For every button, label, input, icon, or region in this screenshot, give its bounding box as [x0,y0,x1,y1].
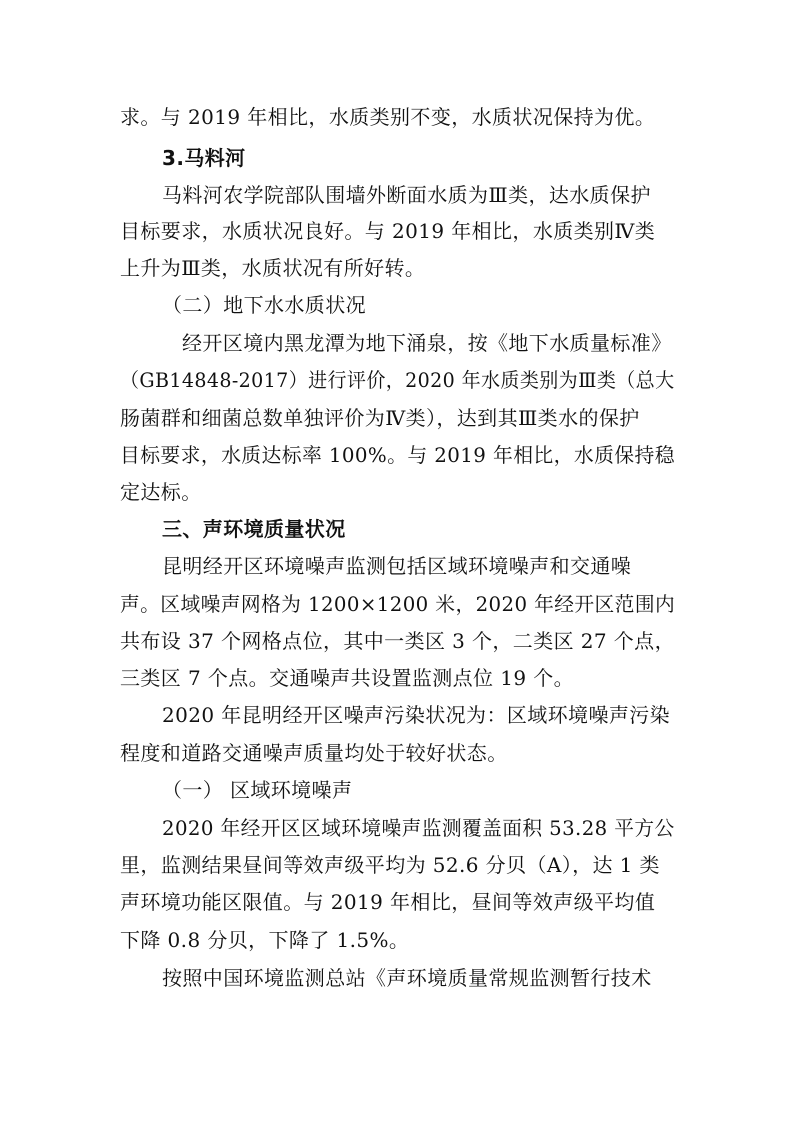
text-line: 共布设 37 个网格点位，其中一类区 3 个，二类区 27 个点， [120,629,675,653]
text-line: 下降 0.8 分贝，下降了 1.5%。 [120,928,410,952]
text-line: 2020 年经开区区域环境噪声监测覆盖面积 53.28 平方公 [162,816,675,840]
text-line: 目标要求，水质达标率 100%。与 2019 年相比，水质保持稳 [120,443,675,467]
text-line: 昆明经开区环境噪声监测包括区域环境噪声和交通噪 [162,554,632,578]
text-line: 声。区域噪声网格为 1200×1200 米，2020 年经开区范围内 [120,592,676,616]
text-line: 按照中国环境监测总站《声环境质量常规监测暂行技术 [162,966,652,990]
text-line: 经开区境内黑龙潭为地下涌泉，按《地下水质量标准》 [182,331,672,355]
text-line: （GB14848-2017）进行评价，2020 年水质类别为Ⅲ类（总大 [120,368,675,392]
text-line: 里，监测结果昼间等效声级平均为 52.6 分贝（A），达 1 类 [120,853,660,877]
subsection-heading: （二）地下水水质状况 [162,293,366,317]
text-line: 三类区 7 个点。交通噪声共设置监测点位 19 个。 [120,666,575,690]
subsection-heading: （一） 区域环境噪声 [162,778,353,802]
text-line: 2020 年昆明经开区噪声污染状况为：区域环境噪声污染 [162,703,671,727]
text-line: 求。与 2019 年相比，水质类别不变，水质状况保持为优。 [120,105,656,129]
text-line: 定达标。 [120,480,202,504]
section-heading: 3.马料河 [162,146,246,170]
text-line: 声环境功能区限值。与 2019 年相比，昼间等效声级平均值 [120,890,656,914]
text-line: 上升为Ⅲ类，水质状况有所好转。 [120,256,426,280]
text-line: 目标要求，水质状况良好。与 2019 年相比，水质类别Ⅳ类 [120,219,656,243]
section-heading: 三、声环境质量状况 [162,517,346,541]
text-line: 程度和道路交通噪声质量均处于较好状态。 [120,741,508,765]
text-line: 马料河农学院部队围墙外断面水质为Ⅲ类，达水质保护 [162,183,651,207]
text-line: 肠菌群和细菌总数单独评价为Ⅳ类），达到其Ⅲ类水的保护 [120,406,640,430]
